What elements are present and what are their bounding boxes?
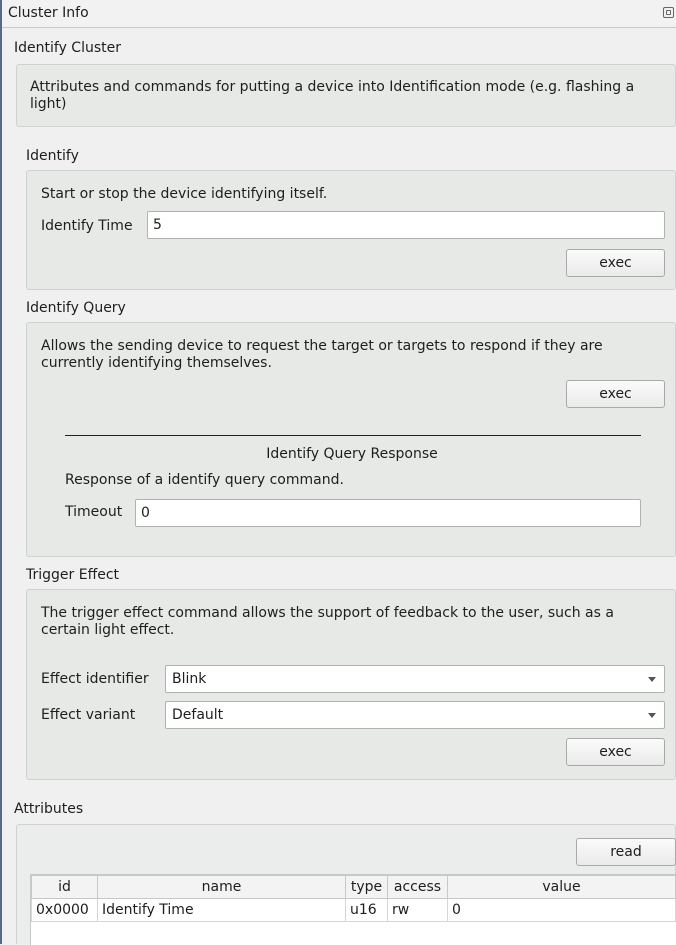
column-header-type[interactable]: type: [346, 876, 388, 899]
cluster-title: Identify Cluster: [14, 40, 121, 56]
response-separator: [65, 435, 641, 436]
identify-query-title: Identify Query: [26, 300, 126, 316]
trigger-effect-description: The trigger effect command allows the support of feedback to the user, such as a certain light effect.: [41, 605, 614, 638]
identify-query-exec-button[interactable]: exec: [566, 380, 665, 408]
timeout-input[interactable]: 0: [135, 499, 641, 527]
trigger-effect-exec-button[interactable]: exec: [566, 738, 665, 766]
cell-value[interactable]: 0: [448, 899, 676, 922]
trigger-effect-group: [26, 589, 676, 780]
identify-time-label: Identify Time: [41, 218, 133, 234]
effect-variant-label: Effect variant: [41, 707, 136, 723]
effect-identifier-select[interactable]: [165, 665, 665, 693]
cell-id: 0x0000: [32, 899, 98, 922]
dock-title: Cluster Info: [8, 5, 89, 21]
float-window-icon[interactable]: [663, 7, 674, 18]
identify-title: Identify: [26, 148, 79, 164]
table-row[interactable]: [32, 899, 676, 922]
response-title: Identify Query Response: [266, 446, 438, 462]
effect-variant-select[interactable]: [165, 701, 665, 729]
identify-exec-button[interactable]: exec: [566, 249, 665, 277]
table-header-row: [32, 876, 676, 899]
cell-type: u16: [346, 899, 388, 922]
chevron-down-icon: [648, 713, 656, 718]
identify-time-input[interactable]: 5: [147, 211, 665, 239]
column-header-id[interactable]: id: [32, 876, 98, 899]
attributes-table: [31, 875, 676, 922]
response-description: Response of a identify query command.: [65, 472, 344, 488]
dock-title-bar[interactable]: [2, 0, 676, 28]
identify-description: Start or stop the device identifying itself.: [41, 186, 328, 202]
cluster-description: Attributes and commands for putting a device into Identification mode (e.g. flashing a light): [30, 79, 635, 112]
column-header-value[interactable]: value: [448, 876, 676, 899]
attributes-title: Attributes: [14, 801, 84, 817]
effect-identifier-label: Effect identifier: [41, 671, 149, 687]
effect-variant-value: Default: [172, 707, 224, 723]
identify-group: [26, 170, 676, 290]
chevron-down-icon: [648, 677, 656, 682]
trigger-effect-title: Trigger Effect: [26, 567, 120, 583]
identify-query-description: Allows the sending device to request the target or targets to respond if they are currently identifying themselves.: [41, 338, 603, 371]
timeout-label: Timeout: [65, 504, 123, 520]
cluster-description-box: [16, 64, 676, 127]
effect-identifier-value: Blink: [172, 671, 207, 687]
window-left-border: [0, 0, 2, 944]
column-header-access[interactable]: access: [388, 876, 448, 899]
cell-name: Identify Time: [98, 899, 346, 922]
column-header-name[interactable]: name: [98, 876, 346, 899]
attributes-table-container[interactable]: [30, 874, 676, 945]
attributes-read-button[interactable]: read: [576, 838, 676, 866]
identify-query-group: [26, 322, 676, 557]
attributes-group: [16, 824, 676, 944]
cell-access: rw: [388, 899, 448, 922]
